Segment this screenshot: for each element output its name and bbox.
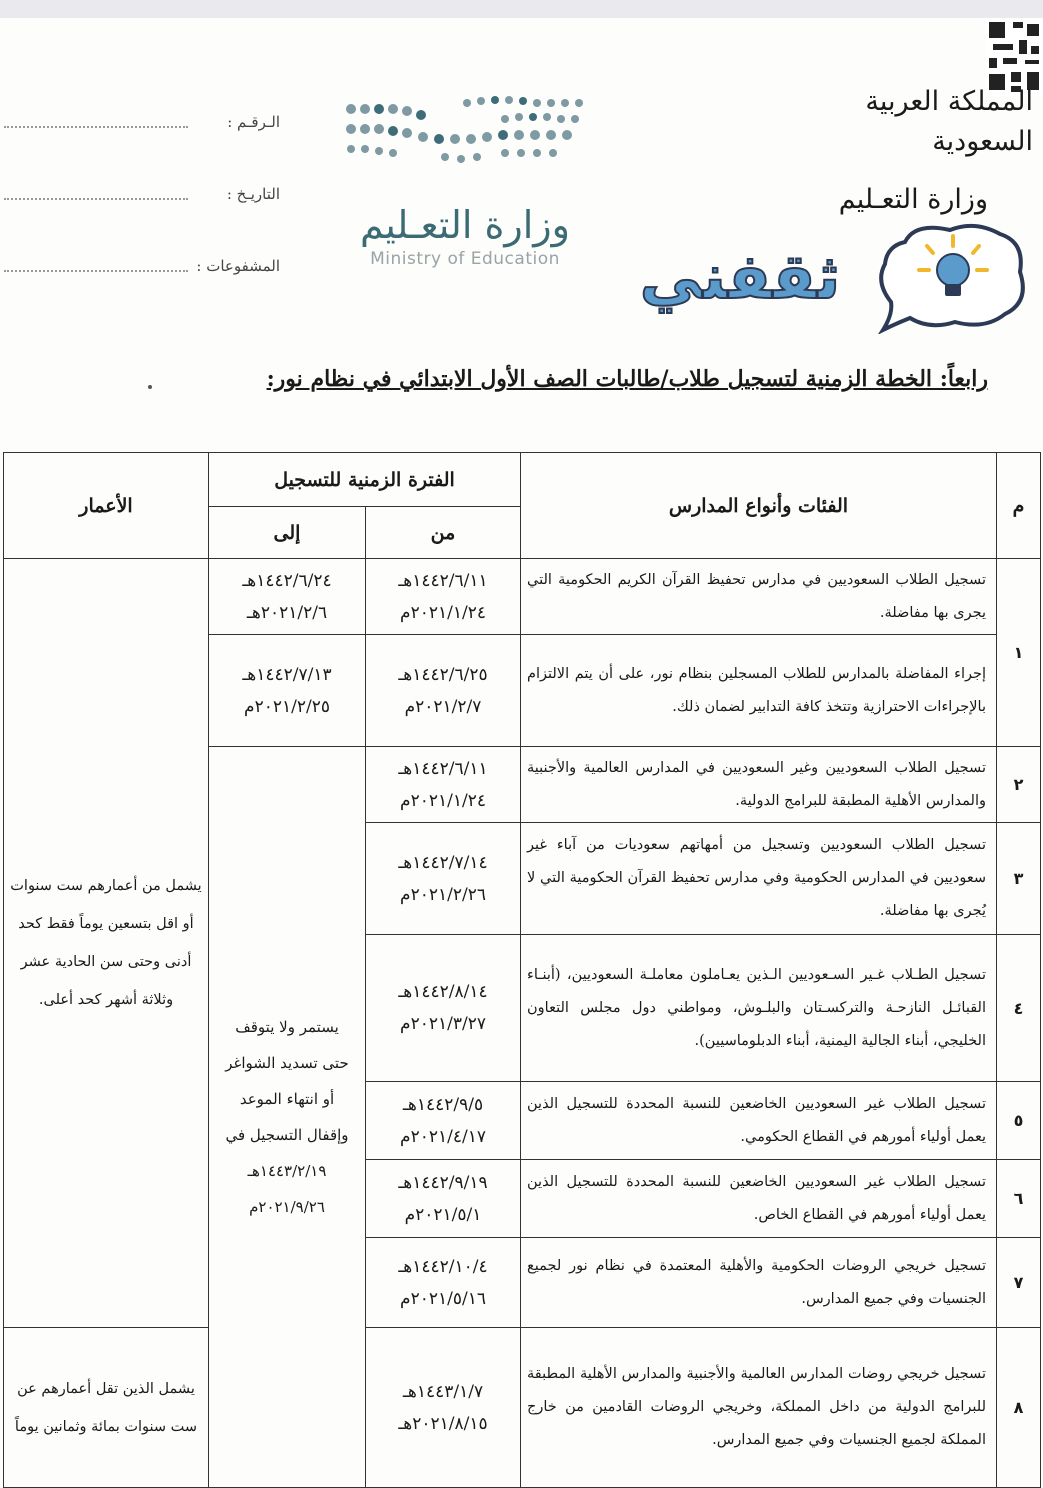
- stray-dot: [148, 385, 152, 389]
- from-hijri: ١٤٤٢/٩/١٩هـ: [398, 1172, 488, 1193]
- header-num: م: [997, 453, 1041, 559]
- logo-english-text: Ministry of Education: [370, 249, 560, 269]
- from-gregorian: ٢٠٢١/٥/١م: [404, 1204, 482, 1225]
- from-hijri: ١٤٤٢/٦/٢٥هـ: [398, 664, 488, 685]
- row-category: تسجيل الطـلاب غـير السـعوديين الـذين يعـاملون معاملـة السعوديين، (أبنـاء القبائـل النازحـة والتركسـتان والبلـوش، ومواطني دول مجلس التعاون الخليجي، أبناء الجالية اليمنية، أبناء الدبلوماسيين).: [521, 935, 997, 1082]
- from-gregorian: ٢٠٢١/١/٢٤م: [400, 602, 486, 623]
- from-hijri: ١٤٤٢/٦/١١هـ: [398, 570, 488, 591]
- row-category: تسجيل الطلاب السعوديين في مدارس تحفيظ القرآن الكريم الحكومية التي يجرى بها مفاضلة.: [521, 559, 997, 635]
- row-num: ٢: [997, 747, 1041, 823]
- table-header-row: [4, 453, 1041, 507]
- table-row: [4, 1328, 1041, 1488]
- row-category: تسجيل خريجي روضات المدارس العالمية والأجنبية والمدارس الأهلية المطبقة للبرامج الدولية من داخل المملكة، وخريجي الروضات القادمين من خارج المملكة لجميع الجنسيات وفي جميع المدارس.: [521, 1328, 997, 1488]
- header-period: الفترة الزمنية للتسجيل: [209, 453, 521, 507]
- row-from: [366, 1160, 521, 1238]
- from-gregorian: ٢٠٢١/٣/٢٧م: [400, 1014, 486, 1034]
- row-from: [366, 635, 521, 747]
- row-from: [366, 1082, 521, 1160]
- to-hijri: ١٤٤٢/٦/٢٤هـ: [242, 570, 332, 591]
- row-from: [366, 935, 521, 1082]
- row-num: ٨: [997, 1328, 1041, 1488]
- brand-name: ثقفني: [639, 240, 841, 313]
- header-from: من: [366, 507, 521, 559]
- from-gregorian: ٢٠٢١/٢/٢٦م: [400, 884, 486, 905]
- from-hijri: ١٤٤٢/٨/١٤هـ: [398, 982, 488, 1002]
- lightbulb-bubble-icon: [875, 222, 1030, 334]
- header-fields: [0, 86, 280, 302]
- ministry-name: وزارة التعـليم: [838, 184, 988, 215]
- row-category: إجراء المفاضلة بالمدارس للطلاب المسجلين بنظام نور، على أن يتم الالتزام بالإجراءات الاحترازية وتتخذ كافة التدابير لضمان ذلك.: [521, 635, 997, 747]
- field-number-label: الـرقـم :: [227, 113, 280, 131]
- row-num: ١: [997, 559, 1041, 747]
- kingdom-name: المملكة العربية السعودية: [865, 86, 1033, 157]
- from-hijri: ١٤٤٢/١٠/٤هـ: [398, 1256, 488, 1277]
- to-hijri: ١٤٤٢/٧/١٣هـ: [242, 664, 332, 685]
- row-category: تسجيل الطلاب السعوديين وغير السعوديين في المدارس العالمية والأجنبية والمدارس الأهلية المطبقة للبرامج الدولية.: [521, 747, 997, 823]
- from-gregorian: ٢٠٢١/٤/١٧م: [400, 1126, 486, 1147]
- header-categories: الفئات وأنواع المدارس: [521, 453, 997, 559]
- field-date-line: [4, 198, 188, 200]
- from-gregorian: ٢٠٢١/١/٢٤م: [400, 790, 486, 811]
- row-num: ٥: [997, 1082, 1041, 1160]
- row-from: [366, 747, 521, 823]
- row-to: [209, 635, 366, 747]
- header-kingdom-block: [773, 82, 1033, 220]
- row-category: تسجيل خريجي الروضات الحكومية والأهلية المعتمدة في نظام نور لجميع الجنسيات وفي جميع المدارس.: [521, 1238, 997, 1328]
- field-number-line: [4, 126, 188, 128]
- row-category: تسجيل الطلاب السعوديين وتسجيل من أمهاتهم سعوديات من آباء غير سعوديين في المدارس الحكومية وفي مدارس تحفيظ القرآن الحكومية التي لا يُجرى بها مفاضلة.: [521, 823, 997, 935]
- header-ages: الأعمار: [4, 453, 209, 559]
- from-gregorian: ٢٠٢١/٥/١٦م: [400, 1288, 486, 1309]
- age-range-1: يشمل من أعمارهم ست سنوات أو اقل بتسعين يوماً فقط كحد أدنى وحتى سن الحادية عشر وثلاثة أشهر كحد أعلى.: [4, 559, 209, 1328]
- header-to: إلى: [209, 507, 366, 559]
- from-hijri: ١٤٤٢/٦/١١هـ: [398, 758, 488, 779]
- row-from: [366, 559, 521, 635]
- row-to: [209, 559, 366, 635]
- field-date-label: التاريـخ :: [226, 185, 280, 203]
- ministry-logo: [340, 95, 590, 285]
- field-attachments: [0, 230, 280, 302]
- logo-arabic-text: وزارة التعـليم: [359, 203, 570, 247]
- ministry-dots-icon: [345, 95, 585, 165]
- from-hijri: ١٤٤٢/٧/١٤هـ: [398, 852, 488, 873]
- from-hijri: ١٤٤٢/٩/٥هـ: [402, 1094, 484, 1115]
- row-num: ٤: [997, 935, 1041, 1082]
- table-row: [4, 559, 1041, 635]
- from-gregorian: ٢٠٢١/٢/٧م: [404, 696, 482, 717]
- row-category: تسجيل الطلاب غير السعوديين الخاضعين للنسبة المحددة للتسجيل الذين يعمل أولياء أمورهم في القطاع الحكومي.: [521, 1082, 997, 1160]
- age-range-2: يشمل الذين تقل أعمارهم عن ست سنوات بمائة وثمانين يوماً: [4, 1328, 209, 1488]
- row-from: [366, 823, 521, 935]
- from-gregorian: ٢٠٢١/٨/١٥هـ: [398, 1413, 488, 1434]
- to-gregorian: ٢٠٢١/٢/٦هـ: [246, 602, 328, 623]
- row-category: تسجيل الطلاب غير السعوديين الخاضعين للنسبة المحددة للتسجيل الذين يعمل أولياء أمورهم في القطاع الخاص.: [521, 1160, 997, 1238]
- section-title: رابعاً: الخطة الزمنية لتسجيل طلاب/طالبات الصف الأول الابتدائي في نظام نور:: [266, 366, 988, 392]
- row-num: ٣: [997, 823, 1041, 935]
- row-num: ٦: [997, 1160, 1041, 1238]
- row-from: [366, 1328, 521, 1488]
- field-attachments-label: المشفوعات :: [196, 257, 280, 275]
- field-attachments-line: [4, 270, 188, 272]
- schedule-table: [3, 452, 1041, 1488]
- field-number: [0, 86, 280, 158]
- row-num: ٧: [997, 1238, 1041, 1328]
- registration-end: يستمر ولا يتوقف حتى تسديد الشواغر أو انتهاء الموعد وإقفال التسجيل في ١٤٤٣/٢/١٩هـ ٢٠٢١/٩/٢٦م: [209, 747, 366, 1488]
- to-gregorian: ٢٠٢١/٢/٢٥م: [244, 696, 330, 717]
- top-band: [0, 0, 1043, 18]
- brand-watermark: [620, 222, 1030, 334]
- field-date: [0, 158, 280, 230]
- from-hijri: ١٤٤٣/١/٧هـ: [402, 1381, 484, 1402]
- row-from: [366, 1238, 521, 1328]
